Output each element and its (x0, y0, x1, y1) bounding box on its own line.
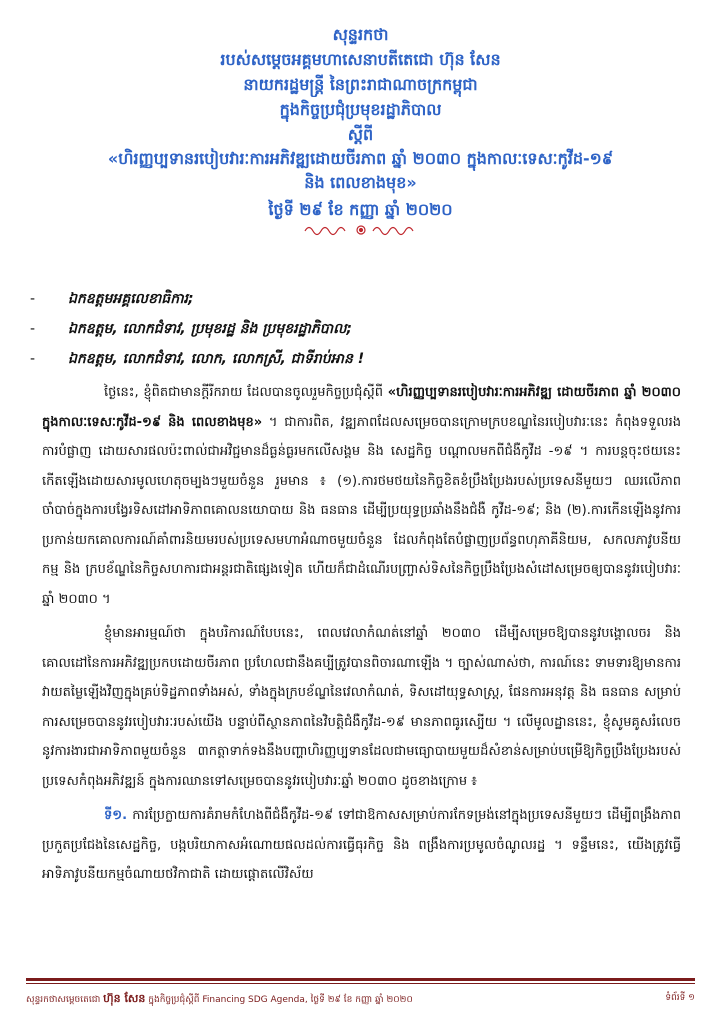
page-footer (26, 992, 695, 1008)
speech-body (42, 378, 681, 890)
page-number: ទំព័រទី ១ (665, 993, 695, 1003)
paragraph-text: ។ ជាការពិត, វឌ្ឍភាពដែលសម្រេចបានក្រោមក្របខណ្ឌនៃរបៀបវារៈនេះ កំពុងទទួលរងការបំផ្លាញ ដោយសារផលប៉ះពាល់ជាអវិជ្ជមានដ៏ធ្ងន់ធ្ងរមកលើសង្គម និង សេដ្ឋកិច្ច បណ្តាលមកពីជំងឺកូវីដ -១៩ ។ ការបន្តចុះថយនេះ កើតឡើងដោយសារមូលហេតុចម្បងៗមួយចំនួន រួមមាន ៖ (១).ការថមថយនៃកិច្ចខិតខំប្រឹងប្រែងរបស់ប្រទេសនីមួយៗ ឈរលើភាពចាំបាច់ក្នុងការបង្វែរទិសដៅអាទិភាពគោលនយោបាយ និង ធនធាន ដើម្បីប្រយុទ្ធប្រឆាំងនឹងជំងឺ កូវីដ-១៩; និង (២).ការកើនឡើងនូវការប្រកាន់យកគោលការណ៍គាំពារនិយមរបស់ប្រទេសមហាអំណាចមួយចំនួន ដែលកំពុងតែបំផ្លាញប្រព័ន្ធពហុភាគីនិយម, សកលភាវូបនីយកម្ម និង ក្របខ័ណ្ឌនៃកិច្ចសហការជាអន្តរជាតិផ្សេងទៀត ហើយក៏ជាដំណើរបញ្ច្រាស់ទិសនៃកិច្ចប្រឹងប្រែងសំដៅសម្រេចឲ្យបាននូវរបៀបវារៈឆ្នាំ ២០៣០ ។ (42, 414, 681, 607)
salutation-text: ឯកឧត្តម, លោកជំទាវ, លោក, លោកស្រី, ជាទីរាប់អាន ! (68, 351, 365, 367)
header-topic-line1: «ហិរញ្ញប្បទានរបៀបវារៈការអភិវឌ្ឍដោយចីរភាព ឆ្នាំ ២០៣០ ក្នុងកាលៈទេសៈកូវីដ-១៩ (107, 149, 614, 168)
header-speaker: របស់សម្តេចអគ្គមហាសេនាបតីតេជោ ហ៊ុន សែន (220, 50, 501, 69)
paragraph-context (42, 619, 681, 796)
footer-source (26, 992, 413, 1008)
speech-header (40, 22, 681, 237)
paragraph-intro (42, 378, 681, 614)
bullet-dash: - (30, 291, 36, 307)
header-title-speech: សុន្ទរកថា (332, 25, 389, 44)
footer-speaker-name: ហ៊ុន សែន (103, 992, 146, 1005)
paragraph-text: ការប្រែក្លាយការគំរាមកំហែងពីជំងឺកូវីដ-១៩ ទៅជាឱកាសសម្រាប់ការកែទម្រង់នៅក្នុងប្រទេសនីមួយៗ ដើម្បីពង្រឹងភាពប្រកួតប្រជែងនៃសេដ្ឋកិច្ច, បង្កបរិយាកាសអំណោយផលដល់ការធ្វើធុរកិច្ច និង ពង្រឹងការប្រមូលចំណូលរដ្ឋ ។ ទន្ទឹមនេះ, យើងត្រូវធ្វើអាទិភាវូបនីយកម្មចំណាយថវិកាជាតិ ដោយផ្តោតលើវិស័យ (42, 808, 681, 882)
salutation-item (30, 314, 681, 344)
header-position: នាយករដ្ឋមន្ត្រី នៃព្រះរាជាណាចក្រកម្ពុជា (243, 75, 478, 94)
salutation-text: ឯកឧត្តម, លោកជំទាវ, ប្រមុខរដ្ឋ និង ប្រមុខរដ្ឋាភិបាល; (68, 321, 353, 337)
ornament-divider-icon (301, 223, 421, 237)
paragraph-text: ថ្ងៃនេះ, ខ្ញុំពិតជាមានក្តីរីករាយ ដែលបានចូលរួមកិច្ចប្រជុំស្តីពី (104, 385, 388, 400)
bullet-dash: - (30, 351, 36, 367)
salutation-list (30, 284, 681, 374)
salutation-item (30, 344, 681, 374)
footer-suffix: ក្នុងកិច្ចប្រជុំស្តីពី Financing SDG Agenda, ថ្ងៃទី ២៩ ខែ កញ្ញា ឆ្នាំ ២០២០ (148, 995, 413, 1005)
salutation-text: ឯកឧត្តមអគ្គលេខាធិការ; (68, 291, 194, 307)
footer-prefix: សុន្ទរកថាសម្តេចតេជោ (26, 995, 101, 1005)
header-date: ថ្ងៃទី ២៩ ខែ កញ្ញា ឆ្នាំ ២០២០ (268, 200, 453, 219)
header-occasion: ក្នុងកិច្ចប្រជុំប្រមុខរដ្ឋាភិបាល (279, 100, 442, 119)
paragraph-point-1 (42, 801, 681, 890)
point-number: ទី១. (104, 808, 128, 823)
header-about: ស្តីពី (347, 125, 374, 144)
paragraph-text: ខ្ញុំមានអារម្មណ៍ថា ក្នុងបរិការណ៍បែបនេះ, ពេលវេលាកំណត់នៅឆ្នាំ ២០៣០ ដើម្បីសម្រេចឱ្យបាននូវបង្គោលចរ និង គោលដៅនៃការអភិវឌ្ឍប្រកបដោយចីរភាព ប្រហែលជានឹងគប្បីត្រូវបានពិចារណាឡើង ។ ច្បាស់ណាស់ថា, ការណ៍នេះ ទាមទារឱ្យមានការវាយតម្លៃឡើងវិញក្នុងគ្រប់ទិដ្ឋភាពទាំងអស់, ទាំងក្នុងក្របខ័ណ្ឌនៃវេលាកំណត់, ទិសដៅយុទ្ធសាស្ត្រ, ផែនការអនុវត្ត និង ធនធាន សម្រាប់ការសម្រេចបាននូវរបៀបវារៈរបស់យើង បន្ទាប់ពីស្ថានភាពនៃវិបត្តិជំងឺកូវីដ-១៩ មានភាពធូរស្បើយ ។ លើមូលដ្ឋាននេះ, ខ្ញុំសូមគូសរំលេចនូវការងារជាអាទិភាពមួយចំនួន ៣កត្តាទាក់ទងនឹងបញ្ហាហិរញ្ញប្បទានដែលជាមធ្យោបាយមួយដ៏សំខាន់សម្រាប់បម្រើឱ្យកិច្ចប្រឹងប្រែងរបស់ប្រទេសកំពុងអភិវឌ្ឍន៍ ក្នុងការឈានទៅសម្រេចបាននូវរបៀបវារៈឆ្នាំ ២០៣០ ដូចខាងក្រោម ៖ (42, 626, 681, 789)
footer-divider (26, 978, 695, 984)
bullet-dash: - (30, 321, 36, 337)
meeting-title-highlight: «ហិរញ្ញប្បទានរបៀបវារៈការអភិវឌ្ឍ ដោយចីរភាព ឆ្នាំ ២០៣០ ក្នុងកាលៈទេសៈកូវីដ-១៩ និង ពេលខាងមុខ» (42, 385, 681, 430)
header-topic-line2: និង ពេលខាងមុខ» (304, 173, 417, 192)
salutation-item (30, 284, 681, 314)
